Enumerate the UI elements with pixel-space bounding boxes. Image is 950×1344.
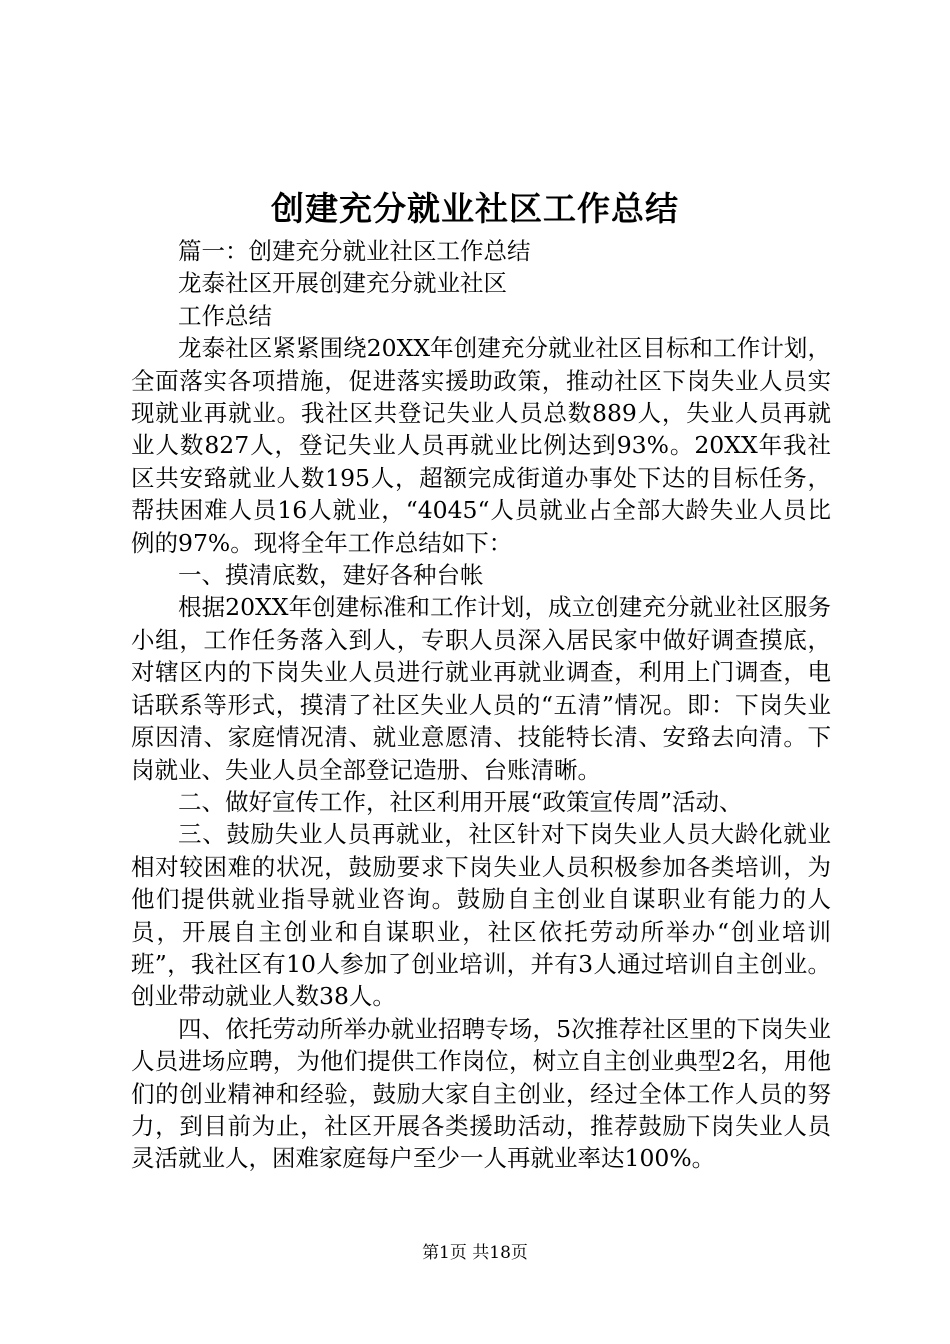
body-paragraph: 龙泰社区紧紧围绕20XX年创建充分就业社区目标和工作计划，全面落实各项措施，促进落实援助政策，推动社区下岗失业人员实现就业再就业。我社区共登记失业人员总数889人，失业人员再就业人数827人，登记失业人员再就业比例达到93%。20XX年我社区共安臵就业人数195人，超额完成街道办事处下达的目标任务，帮扶困难人员16人就业，“4045“人员就业占全部大龄失业人员比例的97%。现将全年工作总结如下： bbox=[131, 334, 831, 557]
body-paragraph: 根据20XX年创建标准和工作计划，成立创建充分就业社区服务小组，工作任务落入到人，专职人员深入居民家中做好调查摸底，对辖区内的下岗失业人员进行就业再就业调查，利用上门调查，电话联系等形式，摸清了社区失业人员的“五清”情况。即：下岗失业原因清、家庭情况清、就业意愿清、技能特长清、安臵去向清。下岗就业、失业人员全部登记造册、台账清晰。 bbox=[131, 593, 831, 784]
document-body bbox=[131, 235, 831, 1175]
subtitle-line: 工作总结 bbox=[178, 301, 272, 330]
document-title: 创建充分就业社区工作总结 bbox=[271, 189, 679, 228]
subtitle-line: 龙泰社区开展创建充分就业社区 bbox=[178, 269, 507, 298]
section-heading: 篇一：创建充分就业社区工作总结 bbox=[178, 237, 531, 265]
body-paragraph: 四、依托劳动所举办就业招聘专场，5次推荐社区里的下岗失业人员进场应聘，为他们提供工作岗位，树立自主创业典型2名，用他们的创业精神和经验，鼓励大家自主创业，经过全体工作人员的努力，到目前为止，社区开展各类援助活动，推荐鼓励下岗失业人员灵活就业人，困难家庭每户至少一人再就业率达100%。 bbox=[131, 1014, 831, 1173]
section-heading: 一、摸清底数，建好各种台帐 bbox=[178, 561, 484, 590]
body-paragraph: 三、鼓励失业人员再就业，社区针对下岗失业人员大龄化就业相对较困难的状况，鼓励要求下岗失业人员积极参加各类培训，为他们提供就业指导就业咨询。鼓励自主创业自谋职业有能力的人员，开展自主创业和自谋职业，社区依托劳动所举办“创业培训班”，我社区有10人参加了创业培训，并有3人通过培训自主创业。创业带动就业人数38人。 bbox=[131, 820, 831, 1011]
page-number: 第1页 共18页 bbox=[422, 1243, 528, 1263]
body-paragraph: 二、做好宣传工作，社区利用开展“政策宣传周”活动、 bbox=[178, 787, 743, 816]
